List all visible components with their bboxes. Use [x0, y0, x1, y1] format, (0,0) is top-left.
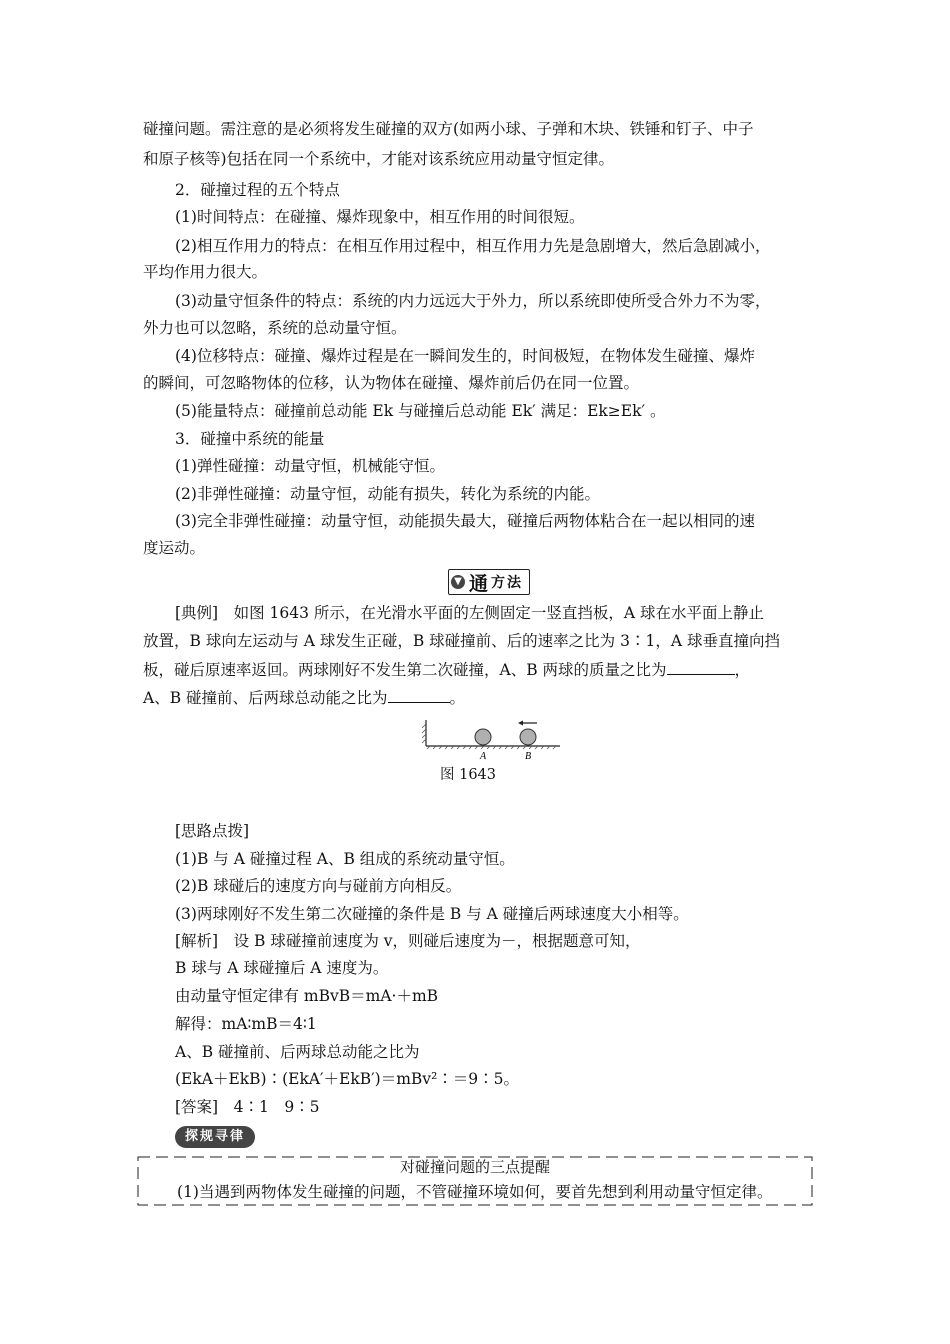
solution-line-5: A、B 碰撞前、后两球总动能之比为: [175, 1043, 420, 1061]
feature-energy: (5)能量特点：碰撞前总动能 Ek 与碰撞后总动能 Ek′ 满足：Ek≥Ek′ 。: [175, 402, 666, 420]
wall-hatch: [422, 724, 426, 743]
example-line-3: [143, 658, 750, 681]
features-heading: 2．碰撞过程的五个特点: [175, 181, 340, 199]
example-line-2: 放置，B 球向左运动与 A 球发生正碰，B 球碰撞前、后的速率之比为 3∶1，A 球垂直撞向挡: [143, 632, 780, 650]
hint-1: (1)B 与 A 碰撞过程 A、B 组成的系统动量守恒。: [175, 850, 515, 868]
method-badge-sub: 方法: [491, 575, 524, 591]
answer-blank-2[interactable]: [388, 686, 450, 703]
energy-inelastic: (2)非弹性碰撞：动量守恒，动能有损失，转化为系统的内能。: [175, 485, 600, 503]
solution-line-3: 由动量守恒定律有 mBvB＝mA·＋mB: [175, 987, 439, 1005]
feature-displacement-1: (4)位移特点：碰撞、爆炸过程是在一瞬间发生的，时间极短，在物体发生碰撞、爆炸: [175, 347, 755, 365]
feature-force-1: (2)相互作用力的特点：在相互作用过程中，相互作用力先是急剧增大，然后急剧减小，: [175, 237, 771, 255]
example-line-4: [143, 686, 465, 709]
example-line-4-end: 。: [449, 689, 466, 707]
energy-perfect-inelastic-1: (3)完全非弹性碰撞：动量守恒，动能损失最大，碰撞后两物体粘合在一起以相同的速: [175, 512, 755, 530]
solution-line-2: B 球与 A 球碰撞后 A 速度为。: [175, 959, 389, 977]
ball-a-label: A: [480, 751, 487, 762]
reminder-box: [137, 1156, 813, 1206]
rule-badge: 探规寻律: [175, 1126, 255, 1148]
feature-momentum-2: 外力也可以忽略，系统的总动量守恒。: [143, 319, 407, 337]
ball-b-label: B: [525, 751, 532, 762]
feature-force-2: 平均作用力很大。: [143, 263, 268, 281]
example-line-4-text: A、B 碰撞前、后两球总动能之比为: [143, 689, 388, 707]
energy-heading: 3．碰撞中系统的能量: [175, 430, 325, 448]
example-line-3-text: 板，碰后原速率返回。两球刚好不发生第二次碰撞，A、B 两球的质量之比为: [143, 661, 667, 679]
arrow-left-icon: [518, 721, 537, 726]
ball-b: [520, 729, 536, 745]
feature-time: (1)时间特点：在碰撞、爆炸现象中，相互作用的时间很短。: [175, 208, 585, 226]
feature-displacement-2: 的瞬间，可忽略物体的位移，认为物体在碰撞、爆炸前后仍在同一位置。: [143, 374, 640, 392]
answer-line: [答案] 4∶1 9∶5: [175, 1098, 320, 1116]
method-badge: [448, 569, 530, 595]
hints-heading: [思路点拨]: [175, 822, 250, 840]
reminder-title: 对碰撞问题的三点提醒: [399, 1158, 550, 1176]
feature-momentum-1: (3)动量守恒条件的特点：系统的内力远远大于外力，所以系统即使所受合外力不为零，: [175, 292, 771, 310]
solution-line-4: 解得：mA∶mB＝4∶1: [175, 1015, 317, 1033]
ball-a: [475, 729, 491, 745]
collision-figure: [420, 718, 565, 762]
method-badge-main: 通: [469, 572, 489, 595]
figure-caption: 图 1643: [440, 767, 497, 783]
solution-line-6: (EkA＋EkB)∶(EkA′＋EkB′)＝mBv²∶＝9∶5。: [175, 1070, 520, 1088]
hint-3: (3)两球刚好不发生第二次碰撞的条件是 B 与 A 碰撞后两球速度大小相等。: [175, 905, 689, 923]
intro-line-2: 和原子核等)包括在同一个系统中，才能对该系统应用动量守恒定律。: [143, 150, 615, 168]
chevron-down-icon: ▼: [451, 575, 465, 589]
intro-line-1: 碰撞问题。需注意的是必须将发生碰撞的双方(如两小球、子弹和木块、铁锤和钉子、中子: [143, 120, 754, 138]
example-line-3-end: ，: [734, 661, 751, 679]
example-line-1: [典例] 如图 1643 所示，在光滑水平面的左侧固定一竖直挡板，A 球在水平面上静止: [175, 604, 765, 622]
reminder-text: (1)当遇到两物体发生碰撞的问题，不管碰撞环境如何，要首先想到利用动量守恒定律。: [177, 1183, 773, 1201]
energy-perfect-inelastic-2: 度运动。: [143, 539, 206, 557]
answer-blank-1[interactable]: [667, 658, 735, 675]
energy-elastic: (1)弹性碰撞：动量守恒，机械能守恒。: [175, 457, 445, 475]
hint-2: (2)B 球碰后的速度方向与碰前方向相反。: [175, 877, 462, 895]
solution-line-1: [解析] 设 B 球碰撞前速度为 v，则碰后速度为－，根据题意可知，: [175, 932, 641, 950]
